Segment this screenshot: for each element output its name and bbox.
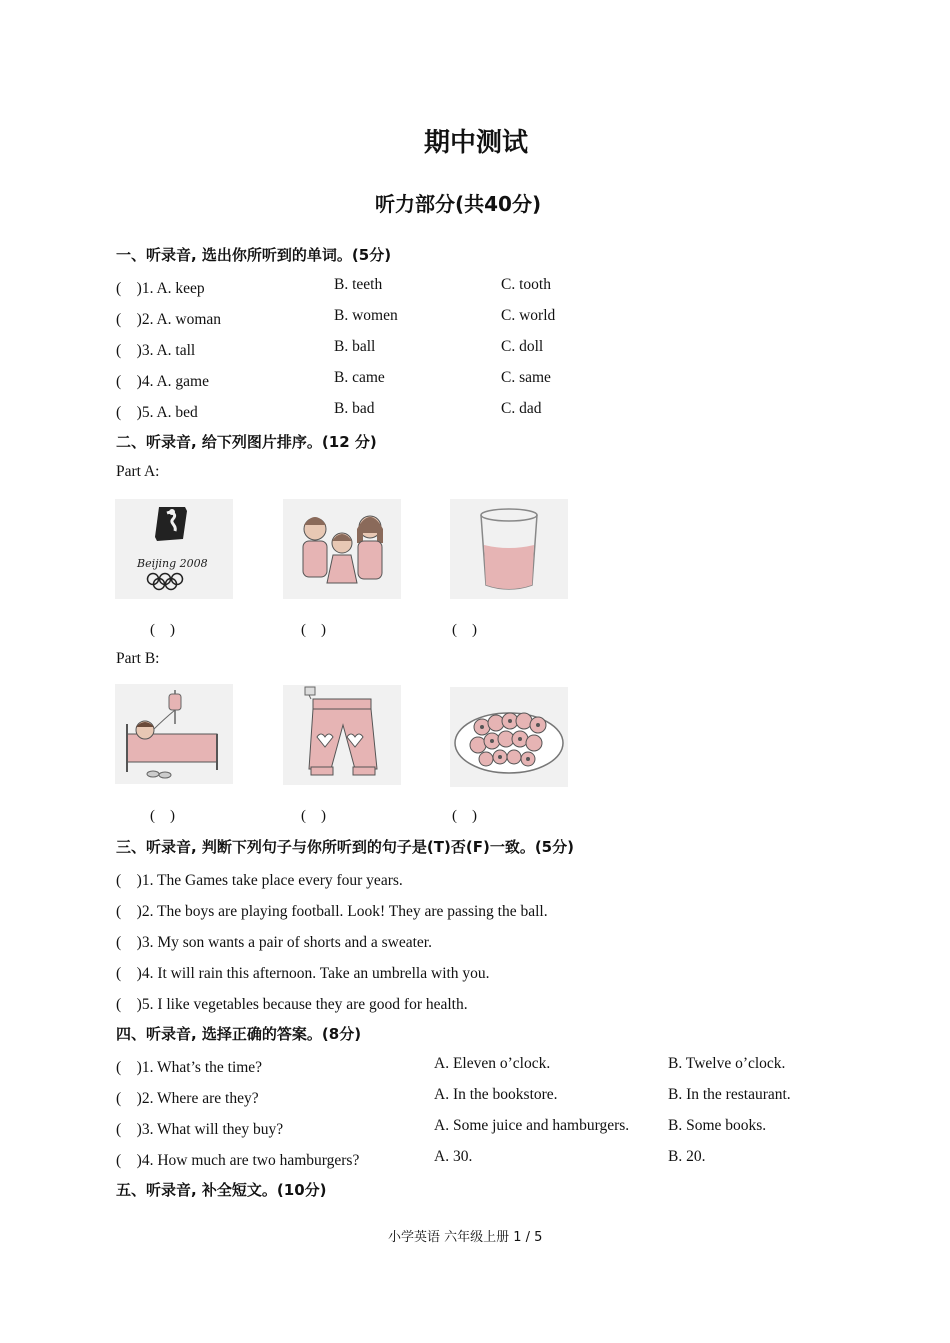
section-5-heading: 五、听录音, 补全短文。(10分) (116, 1181, 327, 1199)
page-title: 期中测试 (424, 128, 529, 158)
s1-q5-b: B. bad (334, 400, 375, 417)
section-4-heading: 四、听录音, 选择正确的答案。(8分) (116, 1025, 362, 1043)
s1-q3-c: C. doll (501, 338, 544, 355)
s4-q2-a: A. In the bookstore. (434, 1086, 558, 1103)
s1-q5-c: C. dad (501, 400, 542, 417)
s1-q3-b: B. ball (334, 338, 376, 355)
s4-q2: ( )2. Where are they? (116, 1090, 259, 1107)
family-picture (283, 499, 401, 599)
s1-q4: ( )4. A. game (116, 373, 209, 390)
s1-q1-c: C. tooth (501, 276, 551, 293)
s3-item-4: ( )4. It will rain this afternoon. Take an umbrella with you. (116, 965, 490, 982)
s1-q1-b: B. teeth (334, 276, 383, 293)
beijing-2008-logo-picture (115, 499, 233, 599)
page-subtitle: 听力部分(共40分) (375, 192, 542, 216)
section-2-heading: 二、听录音, 给下列图片排序。(12 分) (116, 433, 377, 451)
s1-q4-c: C. same (501, 369, 551, 386)
s1-q2-b: B. women (334, 307, 398, 324)
s4-q4-b: B. 20. (668, 1148, 706, 1165)
answer-paren-b3[interactable]: ( ) (452, 808, 477, 824)
s4-q1-b: B. Twelve o’clock. (668, 1055, 786, 1072)
s1-q4-b: B. came (334, 369, 385, 386)
logo-text: Beijing 2008 (137, 557, 208, 570)
s3-item-1: ( )1. The Games take place every four years. (116, 872, 403, 889)
s4-q3-b: B. Some books. (668, 1117, 767, 1134)
s3-item-2: ( )2. The boys are playing football. Look! They are passing the ball. (116, 903, 548, 920)
s4-q3: ( )3. What will they buy? (116, 1121, 284, 1138)
section-1-heading: 一、听录音, 选出你所听到的单词。(5分) (116, 246, 392, 264)
part-a-label: Part A: (116, 463, 160, 480)
kebabs-picture (450, 687, 568, 787)
s1-q1: ( )1. A. keep (116, 280, 205, 297)
s4-q1-a: A. Eleven o’clock. (434, 1055, 551, 1072)
s1-q2: ( )2. A. woman (116, 311, 222, 328)
answer-paren-a3[interactable]: ( ) (452, 622, 477, 638)
s4-q3-a: A. Some juice and hamburgers. (434, 1117, 630, 1134)
pants-picture (283, 685, 401, 785)
s4-q4: ( )4. How much are two hamburgers? (116, 1152, 360, 1169)
s1-q3: ( )3. A. tall (116, 342, 196, 359)
s3-item-3: ( )3. My son wants a pair of shorts and a sweater. (116, 934, 432, 951)
answer-paren-a1[interactable]: ( ) (150, 622, 175, 638)
page-footer: 小学英语 六年级上册 1 / 5 (388, 1230, 543, 1245)
s4-q4-a: A. 30. (434, 1148, 473, 1165)
s1-q2-c: C. world (501, 307, 556, 324)
section-3-heading: 三、听录音, 判断下列句子与你所听到的句子是(T)否(F)一致。(5分) (116, 838, 574, 856)
answer-paren-b2[interactable]: ( ) (301, 808, 326, 824)
sick-in-bed-picture (115, 684, 233, 784)
s4-q2-b: B. In the restaurant. (668, 1086, 791, 1103)
s4-q1: ( )1. What’s the time? (116, 1059, 263, 1076)
s1-q5: ( )5. A. bed (116, 404, 198, 421)
glass-of-juice-picture (450, 499, 568, 599)
part-b-label: Part B: (116, 650, 160, 667)
answer-paren-a2[interactable]: ( ) (301, 622, 326, 638)
s3-item-5: ( )5. I like vegetables because they are good for health. (116, 996, 468, 1013)
answer-paren-b1[interactable]: ( ) (150, 808, 175, 824)
